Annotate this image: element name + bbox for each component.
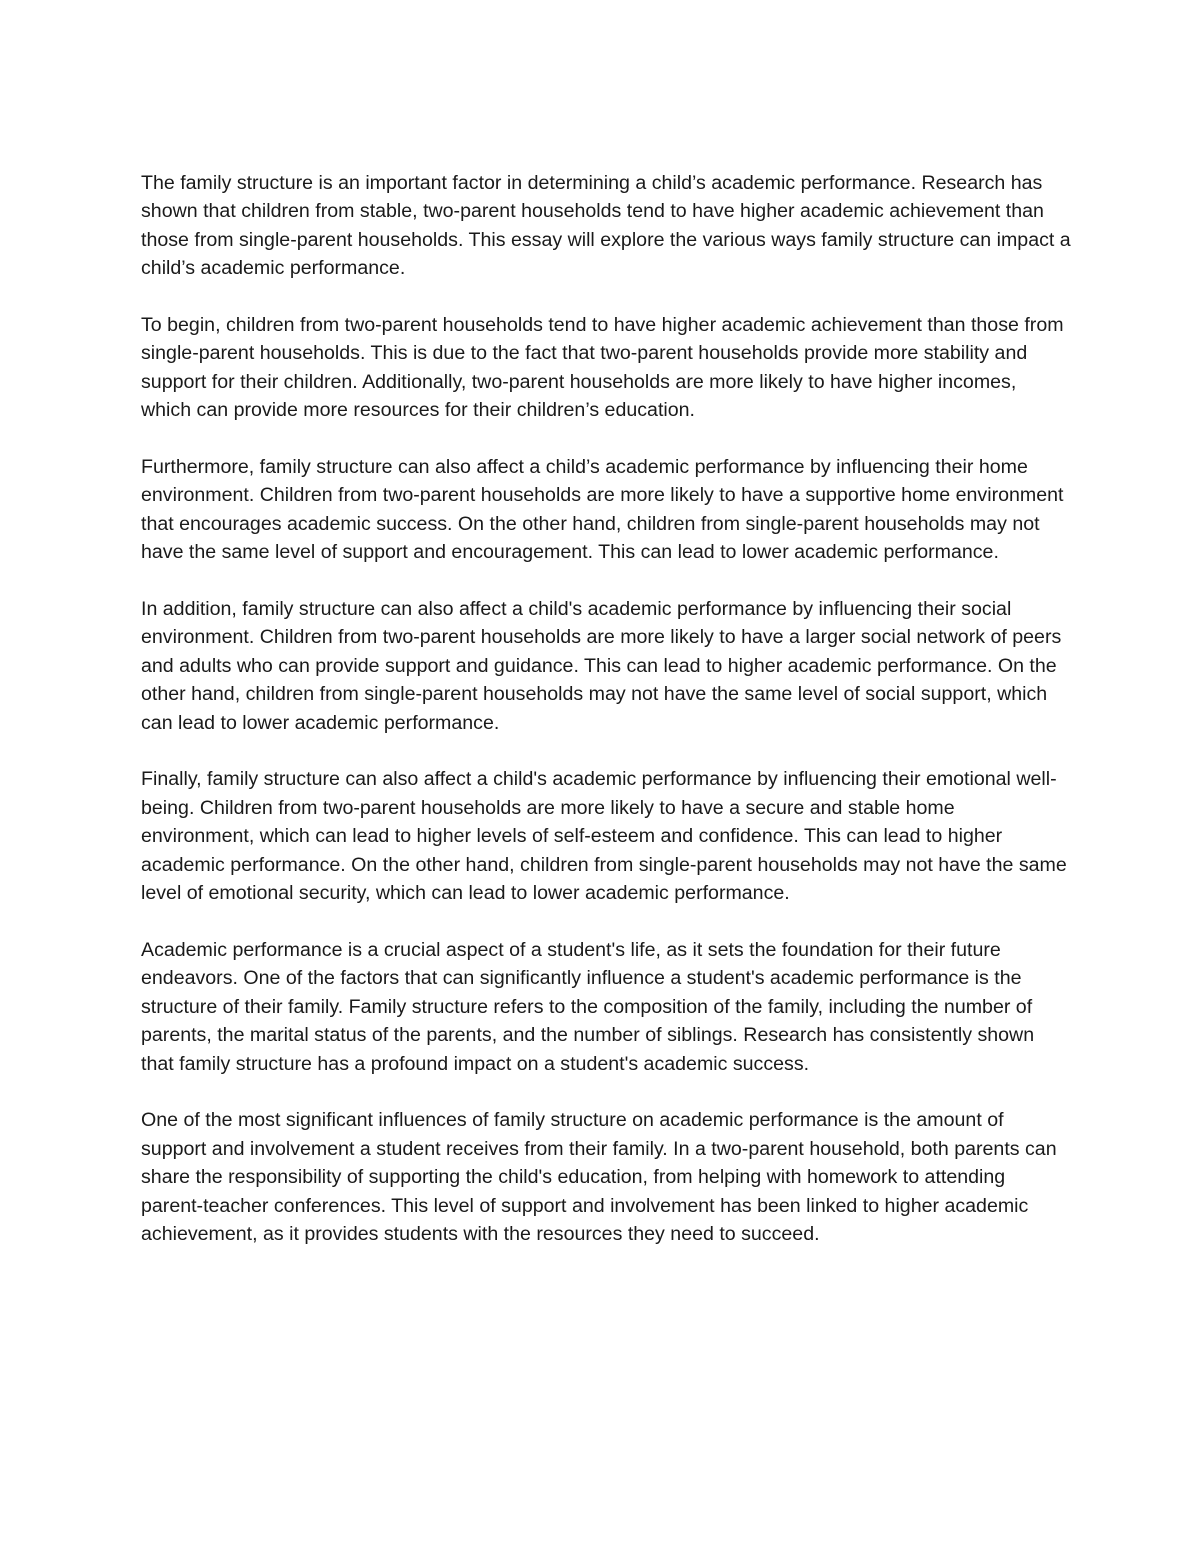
paragraph-to-begin: To begin, children from two-parent households tend to have higher academic achievement than those from single-parent households. This is due to the fact that two-parent households provide more stability and support for their children. Additionally, two-parent households are more likely to have higher incomes, which can provide more resources for their children’s education. [141, 314, 1064, 422]
paragraph-in-addition: In addition, family structure can also affect a child's academic performance by influencing their social environment. Children from two-parent households are more likely to have a larger social network of peers and adults who can provide support and guidance. This can lead to higher academic performance. On the other hand, children from single-parent households may not have the same level of social support, which can lead to lower academic performance. [141, 598, 1062, 734]
paragraph-intro: The family structure is an important factor in determining a child’s academic performance. Research has shown that children from stable, two-parent households tend to have higher academic achievement than those from single-parent households. This essay will explore the various ways family structure can impact a child’s academic performance. [141, 172, 1071, 280]
essay-body [141, 169, 1071, 1248]
paragraph-furthermore: Furthermore, family structure can also affect a child’s academic performance by influencing their home environment. Children from two-parent households are more likely to have a supportive home environment that encourages academic success. On the other hand, children from single-parent households may not have the same level of support and encouragement. This can lead to lower academic performance. [141, 456, 1064, 564]
paragraph-academic-performance: Academic performance is a crucial aspect of a student's life, as it sets the foundation for their future endeavors. One of the factors that can significantly influence a student's academic performance is the structure of their family. Family structure refers to the composition of the family, including the number of parents, the marital status of the parents, and the number of siblings. Research has consistently shown that family structure has a profound impact on a student's academic success. [141, 938, 1035, 1075]
paragraph-finally: Finally, family structure can also affect a child's academic performance by influencing their emotional well-being. Children from two-parent households are more likely to have a secure and stable home environment, which can lead to higher levels of self-esteem and confidence. This can lead to higher academic performance. On the other hand, children from single-parent households may not have the same level of emotional security, which can lead to lower academic performance. [141, 768, 1067, 905]
paragraph-support-involvement: One of the most significant influences of family structure on academic performance is the amount of support and involvement a student receives from their family. In a two-parent household, both parents can share the responsibility of supporting the child's education, from helping with homework to attending parent-teacher conferences. This level of support and involvement has been linked to higher academic achievement, as it provides students with the resources they need to succeed. [141, 1109, 1057, 1245]
